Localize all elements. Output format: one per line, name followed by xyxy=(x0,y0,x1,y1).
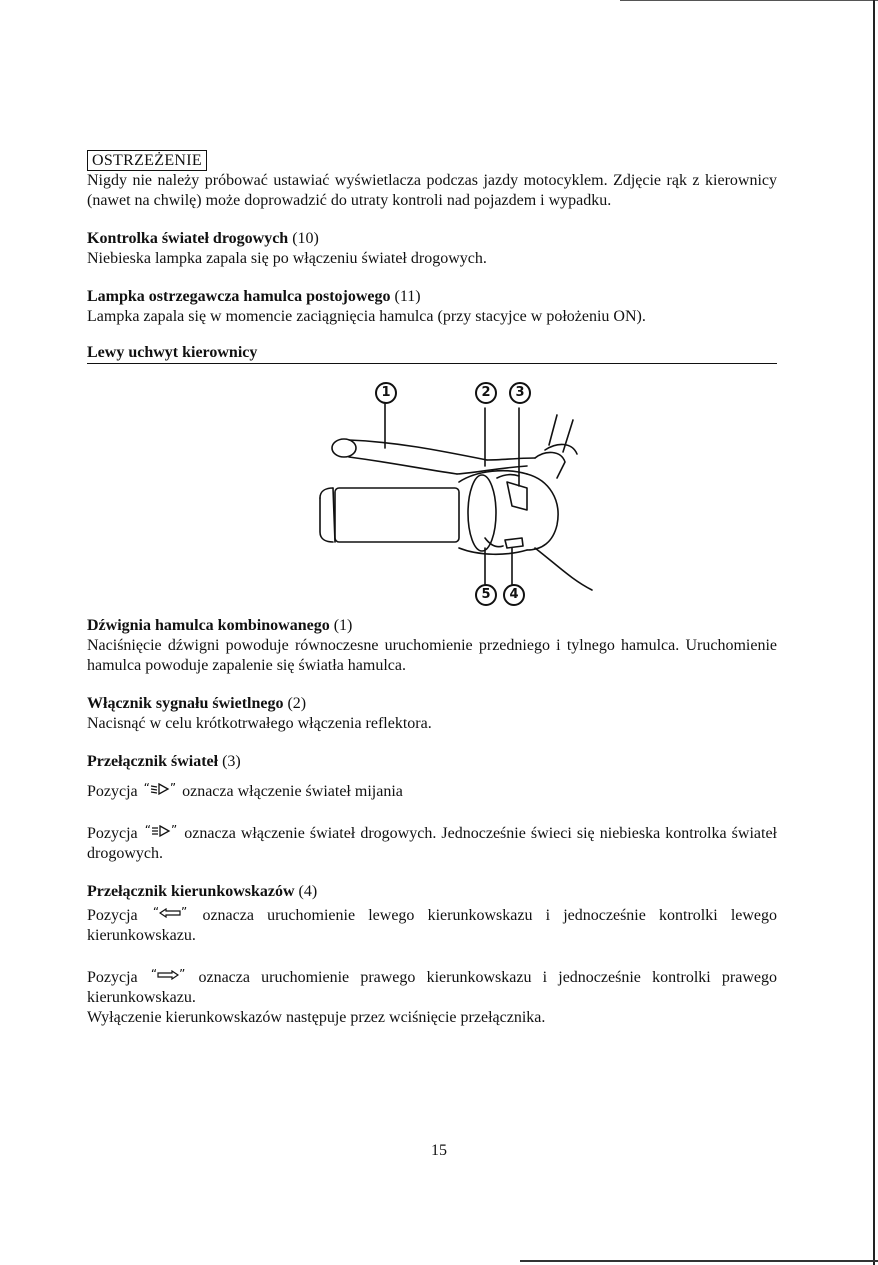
high-beam-indicator-section xyxy=(87,229,777,269)
high-beam-text: oznacza włączenie świateł drogowych. Jednocześnie świeci się niebieska kontrolka świateł drogowych. xyxy=(87,825,777,862)
title-underline xyxy=(87,363,777,364)
page-content xyxy=(87,150,777,1028)
right-signal-line xyxy=(87,964,777,1008)
position-prefix: Pozycja xyxy=(87,907,138,924)
grip xyxy=(335,488,459,542)
left-handlebar-section xyxy=(87,343,777,364)
handlebar-tube xyxy=(549,415,557,445)
turn-signal-button xyxy=(505,538,523,548)
page-edge-top xyxy=(620,0,878,1)
warning-text: Nigdy nie należy próbować ustawiać wyświetlacza podczas jazdy motocyklem. Zdjęcie rąk z kierownicy (nawet na chwilę) może doprowadzić do utraty kontroli nad pojazdem i wypadku. xyxy=(87,172,777,209)
section-heading xyxy=(87,752,777,772)
page-edge-bottom xyxy=(520,1260,878,1262)
low-beam-line xyxy=(87,778,777,802)
left-arrow-icon: “ ” xyxy=(152,905,188,919)
left-signal-line xyxy=(87,902,777,946)
brake-lever-tip xyxy=(332,439,356,457)
page-edge-right xyxy=(873,0,875,1265)
page-number: 15 xyxy=(431,1142,447,1159)
grip-end xyxy=(320,498,333,542)
passing-switch-section xyxy=(87,694,777,734)
high-beam-icon: “ ” xyxy=(144,823,178,837)
section-text: Naciśnięcie dźwigni powoduje równoczesne uruchomienie przedniego i tylnego hamulca. Uruchomienie hamulca powoduje zapalenie się światła hamulca. xyxy=(87,637,777,674)
callout-3: 3 xyxy=(509,382,531,404)
parking-brake-lamp-section xyxy=(87,287,777,327)
section-title: Lewy uchwyt kierownicy xyxy=(87,344,258,361)
low-beam-text: oznacza włączenie świateł mijania xyxy=(182,783,403,800)
section-title: Przełącznik kierunkowskazów xyxy=(87,883,295,900)
light-switch-section xyxy=(87,752,777,864)
section-title: Dźwignia hamulca kombinowanego xyxy=(87,617,330,634)
signal-off-text: Wyłączenie kierunkowskazów następuje przez wciśnięcie przełącznika. xyxy=(87,1009,546,1026)
position-prefix: Pozycja xyxy=(87,825,138,842)
section-title: Lampka ostrzegawcza hamulca postojowego xyxy=(87,288,391,305)
turn-signal-section xyxy=(87,882,777,1028)
callout-2: 2 xyxy=(475,382,497,404)
section-text: Niebieska lampka zapala się po włączeniu świateł drogowych. xyxy=(87,250,487,267)
section-number: (1) xyxy=(333,617,353,634)
handlebar-figure xyxy=(87,370,777,620)
right-arrow-icon: “ ” xyxy=(150,967,186,981)
callout-4: 4 xyxy=(503,584,525,606)
section-title: Przełącznik świateł xyxy=(87,753,219,770)
right-signal-text: oznacza uruchomienie prawego kierunkowskazu i jednocześnie kontrolki prawego kierunkowskazu. xyxy=(87,969,777,1006)
section-text: Nacisnąć w celu krótkotrwałego włączenia reflektora. xyxy=(87,715,432,732)
warning-block xyxy=(87,150,777,211)
section-heading xyxy=(87,882,777,902)
callout-1: 1 xyxy=(375,382,397,404)
low-beam-icon: “ ” xyxy=(143,781,177,795)
section-number: (2) xyxy=(287,695,307,712)
left-signal-text: oznacza uruchomienie lewego kierunkowskazu i jednocześnie kontrolki lewego kierunkowskazu. xyxy=(87,907,778,944)
high-beam-line xyxy=(87,820,777,864)
light-switch-button xyxy=(507,482,527,510)
section-text: Lampka zapala się w momencie zaciągnięcia hamulca (przy stacyjce w położeniu ON). xyxy=(87,308,646,325)
combined-brake-section xyxy=(87,616,777,676)
section-heading xyxy=(87,287,777,307)
section-title: Włącznik sygnału świetlnego xyxy=(87,695,284,712)
callout-5: 5 xyxy=(475,584,497,606)
section-number: (4) xyxy=(298,883,318,900)
position-prefix: Pozycja xyxy=(87,783,138,800)
section-title: Kontrolka świateł drogowych xyxy=(87,230,289,247)
section-number: (3) xyxy=(222,753,241,770)
section-number: (10) xyxy=(292,230,319,247)
section-heading xyxy=(87,229,777,249)
section-number: (11) xyxy=(394,288,421,305)
position-prefix: Pozycja xyxy=(87,969,138,986)
brake-lever xyxy=(349,440,487,460)
warning-label: OSTRZEŻENIE xyxy=(87,150,207,171)
section-heading xyxy=(87,694,777,714)
handlebar-illustration xyxy=(87,370,777,620)
